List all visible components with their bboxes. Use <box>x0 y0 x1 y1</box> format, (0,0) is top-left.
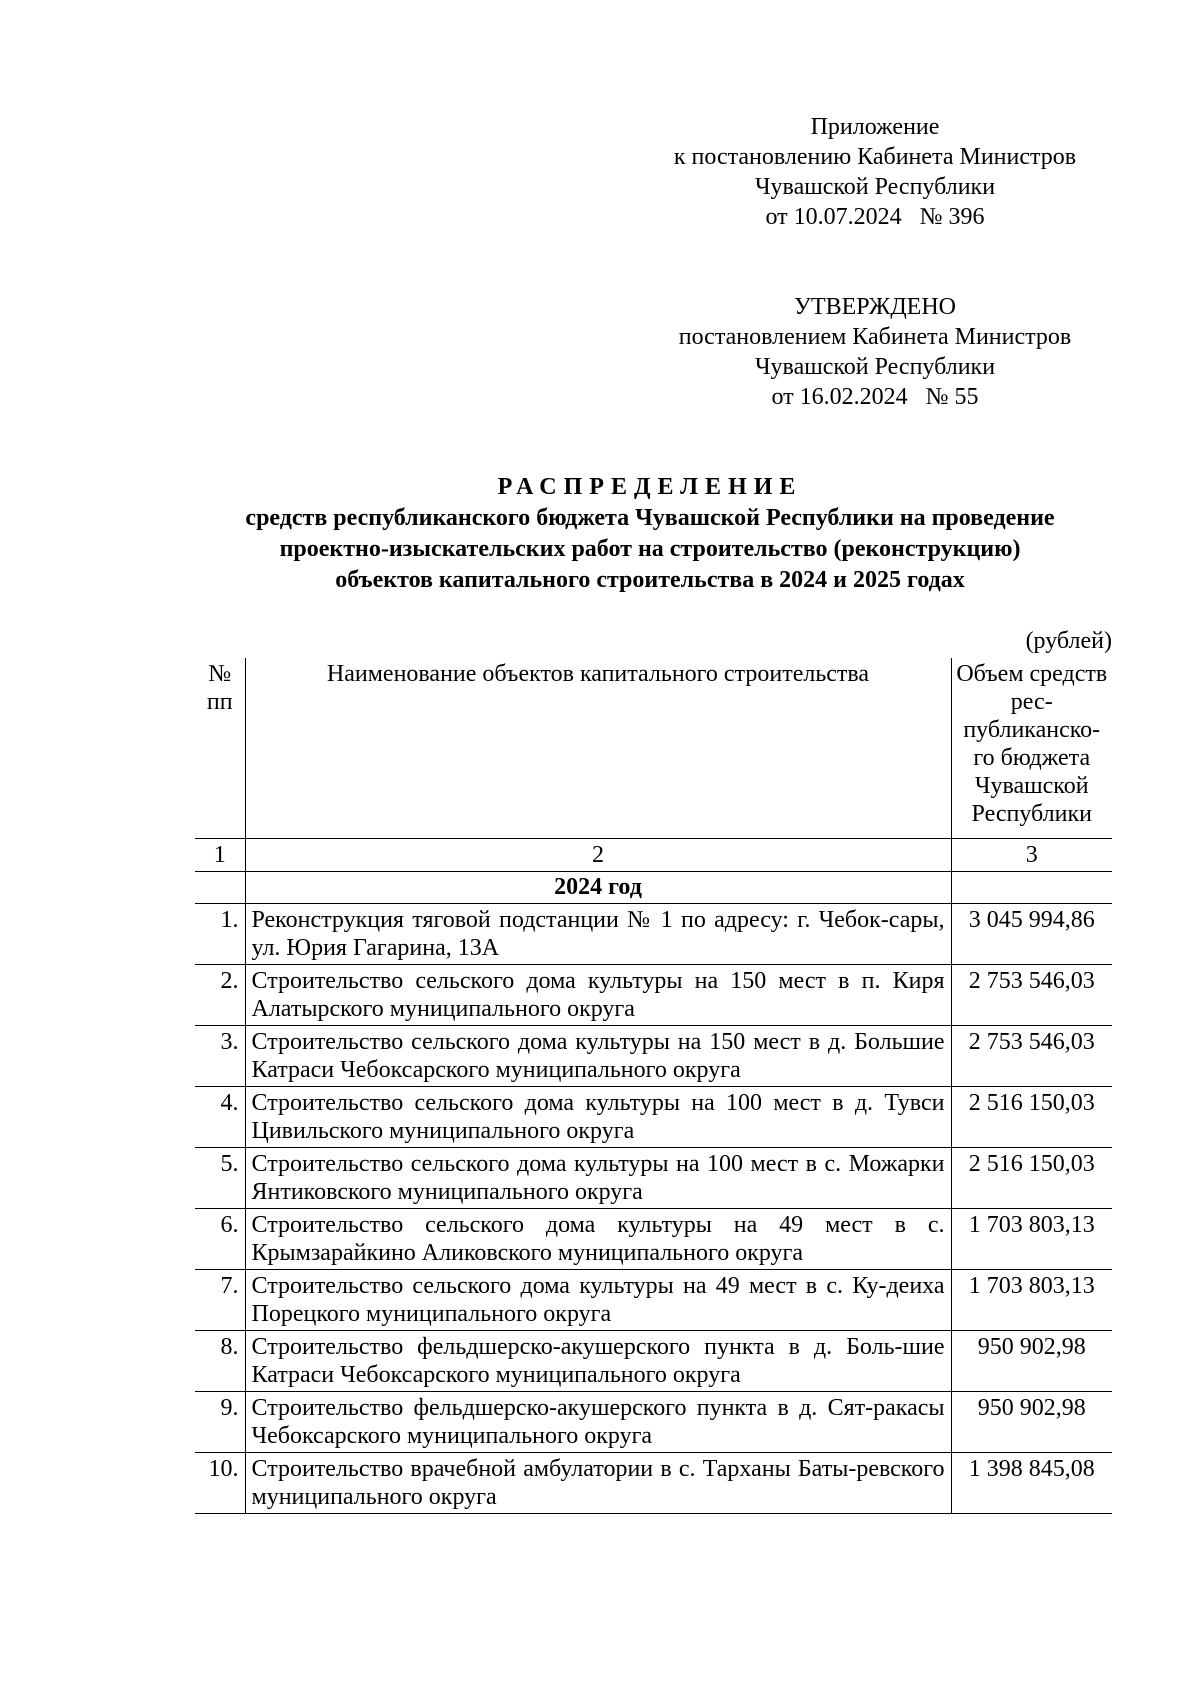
row-amount: 2 753 546,03 <box>951 1026 1112 1087</box>
row-number: 6. <box>195 1209 245 1270</box>
row-number: 4. <box>195 1087 245 1148</box>
row-amount: 1 398 845,08 <box>951 1453 1112 1514</box>
distribution-table <box>195 658 1112 1514</box>
year-row <box>195 872 1112 904</box>
title-line: проектно-изыскательских работ на строительство (реконструкцию) <box>279 536 1021 562</box>
header-volume: Объем средств рес-публиканско-го бюджета Чувашской Республики <box>951 658 1112 839</box>
row-amount: 2 753 546,03 <box>951 965 1112 1026</box>
row-object-name: Строительство сельского дома культуры на 100 мест в с. Можарки Янтиковского муниципального округа <box>245 1148 951 1209</box>
table-row <box>195 1209 1112 1270</box>
table-row <box>195 904 1112 965</box>
table-row <box>195 1148 1112 1209</box>
row-number: 7. <box>195 1270 245 1331</box>
column-number: 3 <box>951 839 1112 872</box>
table-row <box>195 1270 1112 1331</box>
row-amount: 2 516 150,03 <box>951 1087 1112 1148</box>
row-amount: 2 516 150,03 <box>951 1148 1112 1209</box>
row-number: 2. <box>195 965 245 1026</box>
approved-line: от 16.02.2024 № 55 <box>771 384 979 410</box>
row-object-name: Строительство сельского дома культуры на 49 мест в с. Ку-деиха Порецкого муниципального округа <box>245 1270 951 1331</box>
header-no: № пп <box>195 658 245 839</box>
header-name: Наименование объектов капитального строительства <box>245 658 951 839</box>
document-title <box>180 472 1120 596</box>
approved-line: Чувашской Республики <box>754 354 996 380</box>
appendix-line: Чувашской Республики <box>754 174 996 200</box>
table-row <box>195 1087 1112 1148</box>
appendix-line: Приложение <box>810 114 940 140</box>
row-object-name: Строительство врачебной амбулатории в с. Тарханы Баты-ревского муниципального округа <box>245 1453 951 1514</box>
year-label: 2024 год <box>245 872 951 904</box>
table-header-row <box>195 658 1112 839</box>
row-object-name: Строительство сельского дома культуры на 150 мест в п. Киря Алатырского муниципального округа <box>245 965 951 1026</box>
row-object-name: Строительство сельского дома культуры на 150 мест в д. Большие Катраси Чебоксарского муниципального округа <box>245 1026 951 1087</box>
appendix-line: к постановлению Кабинета Министров <box>673 144 1077 170</box>
row-amount: 1 703 803,13 <box>951 1209 1112 1270</box>
row-object-name: Строительство фельдшерско-акушерского пункта в д. Сят-ракасы Чебоксарского муниципального округа <box>245 1392 951 1453</box>
table-row <box>195 1392 1112 1453</box>
row-number: 3. <box>195 1026 245 1087</box>
approved-line: УТВЕРЖДЕНО <box>793 294 957 320</box>
row-number: 9. <box>195 1392 245 1453</box>
row-number: 1. <box>195 904 245 965</box>
row-object-name: Строительство сельского дома культуры на 49 мест в с. Крымзарайкино Аликовского муниципального округа <box>245 1209 951 1270</box>
row-amount: 3 045 994,86 <box>951 904 1112 965</box>
row-number: 10. <box>195 1453 245 1514</box>
row-amount: 950 902,98 <box>951 1392 1112 1453</box>
column-number: 1 <box>195 839 245 872</box>
table-row <box>195 965 1112 1026</box>
approved-line: постановлением Кабинета Министров <box>678 324 1072 350</box>
table-row <box>195 1331 1112 1392</box>
table-row <box>195 1453 1112 1514</box>
row-object-name: Строительство сельского дома культуры на 100 мест в д. Тувси Цивильского муниципального округа <box>245 1087 951 1148</box>
unit-label: (рублей) <box>1025 628 1112 654</box>
row-object-name: Реконструкция тяговой подстанции № 1 по адресу: г. Чебок-сары, ул. Юрия Гагарина, 13А <box>245 904 951 965</box>
appendix-header <box>640 112 1110 232</box>
row-amount: 1 703 803,13 <box>951 1270 1112 1331</box>
row-object-name: Строительство фельдшерско-акушерского пункта в д. Боль-шие Катраси Чебоксарского муниципального округа <box>245 1331 951 1392</box>
title-heading: РАСПРЕДЕЛЕНИЕ <box>497 474 803 500</box>
title-line: объектов капитального строительства в 2024 и 2025 годах <box>335 567 965 593</box>
approval-stamp <box>640 292 1110 412</box>
row-amount: 950 902,98 <box>951 1331 1112 1392</box>
appendix-line: от 10.07.2024 № 396 <box>765 204 985 230</box>
row-number: 5. <box>195 1148 245 1209</box>
column-number: 2 <box>245 839 951 872</box>
column-numbering-row <box>195 839 1112 872</box>
row-number: 8. <box>195 1331 245 1392</box>
table-row <box>195 1026 1112 1087</box>
title-line: средств республиканского бюджета Чувашской Республики на проведение <box>245 505 1055 531</box>
